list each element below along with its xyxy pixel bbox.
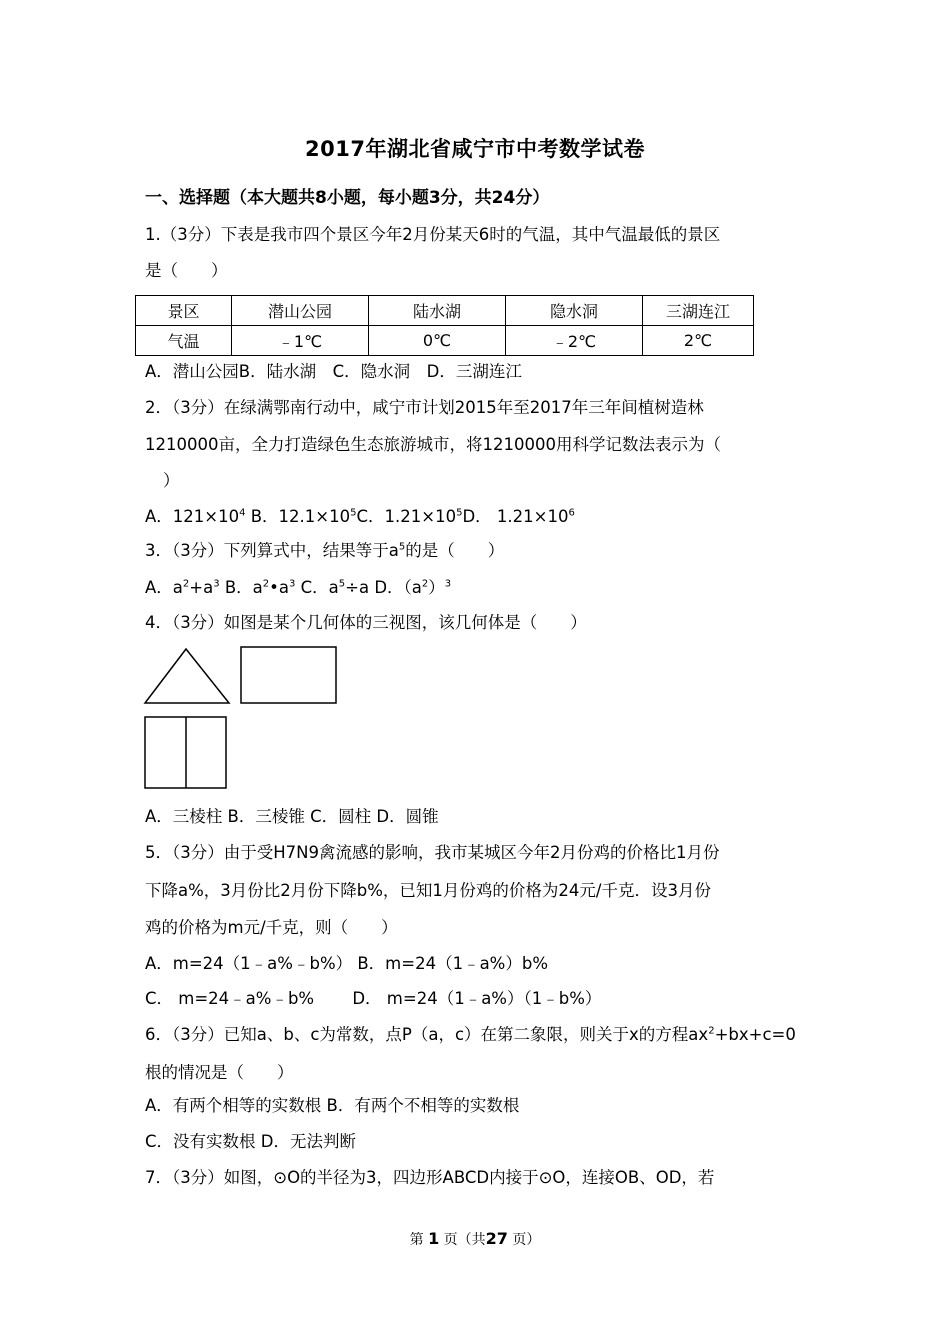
table-cell: 潜山公园	[232, 296, 369, 326]
q3-stem-text: 的是（ ）	[405, 541, 505, 560]
temperature-table	[135, 295, 754, 356]
exponent: 2	[421, 578, 429, 590]
triangle-shape	[145, 649, 229, 703]
q3-option-a: A．a	[145, 578, 183, 597]
table-cell: 隐水洞	[506, 296, 643, 326]
q3-stem-text: 3．（3分）下列算式中，结果等于a	[145, 541, 399, 560]
q6-options-ab: A．有两个相等的实数根 B．有两个不相等的实数根	[145, 1096, 520, 1115]
q3-option-a: +a	[189, 578, 214, 597]
page-footer	[0, 1229, 950, 1249]
q2-stem-line3: ）	[163, 471, 180, 490]
exponent: 5	[398, 541, 406, 553]
exponent: 2	[182, 578, 190, 590]
q6-stem-line2: 根的情况是（ ）	[145, 1063, 294, 1082]
table-cell: 2℃	[643, 326, 754, 356]
q4-stem: 4．（3分）如图是某个几何体的三视图，该几何体是（ ）	[145, 613, 587, 632]
exponent: 2	[262, 578, 270, 590]
q2-stem-line1: 2．（3分）在绿满鄂南行动中，咸宁市计划2015年至2017年三年间植树造林	[145, 398, 704, 417]
q3-option-c: ÷a D．（a	[345, 578, 422, 597]
q6-stem-text: +bx+c=0	[714, 1025, 796, 1044]
table-header-row	[136, 296, 754, 326]
q5-stem-line3: 鸡的价格为m元/千克，则（ ）	[145, 918, 398, 937]
table-cell: 景区	[136, 296, 232, 326]
rectangle-shape	[241, 647, 336, 703]
exponent: 5	[350, 507, 357, 519]
footer-text: 页（共	[443, 1232, 486, 1248]
q3-option-b: B．a	[219, 578, 263, 597]
footer-text: 第	[409, 1232, 424, 1248]
exponent: 6	[568, 507, 575, 519]
q6-options-cd: C．没有实数根 D．无法判断	[145, 1132, 356, 1151]
q5-options-cd: C． m=24﹣a%﹣b% D． m=24（1﹣a%）（1﹣b%）	[145, 989, 602, 1008]
exponent: 2	[708, 1025, 715, 1037]
q2-option-b: B．12.1×10	[245, 507, 351, 526]
front-view-triangle-figure	[143, 645, 231, 705]
exponent: 3	[289, 578, 296, 590]
q1-options: A．潜山公园B．陆水湖 C．隐水洞 D．三湖连江	[145, 362, 522, 381]
q5-stem-line1: 5．（3分）由于受H7N9禽流感的影响，我市某城区今年2月份鸡的价格比1月份	[145, 843, 720, 862]
table-data-row	[136, 326, 754, 356]
q4-options: A．三棱柱 B．三棱锥 C．圆柱 D．圆锥	[145, 807, 439, 826]
q5-options-ab: A．m=24（1﹣a%﹣b%） B．m=24（1﹣a%）b%	[145, 954, 549, 973]
table-cell: 0℃	[369, 326, 506, 356]
section-heading: 一、选择题（本大题共8小题，每小题3分，共24分）	[145, 188, 550, 208]
table-cell: 陆水湖	[369, 296, 506, 326]
exponent: 3	[213, 578, 220, 590]
top-view-split-rectangle-figure	[144, 716, 228, 790]
total-pages: 27	[485, 1229, 508, 1248]
q3-option-c: C．a	[295, 578, 339, 597]
q2-option-d: D． 1.21×10	[462, 507, 569, 526]
q2-option-c: C．1.21×10	[356, 507, 457, 526]
q1-stem-line2: 是（ ）	[145, 261, 228, 280]
table-cell: ﹣2℃	[506, 326, 643, 356]
q2-stem-line2: 1210000亩，全力打造绿色生态旅游城市，将1210000用科学记数法表示为（	[145, 435, 721, 454]
page-title: 2017年湖北省咸宁市中考数学试卷	[305, 137, 645, 161]
q3-option-b: •a	[269, 578, 289, 597]
q7-stem-line1: 7．（3分）如图，⊙O的半径为3，四边形ABCD内接于⊙O，连接OB、OD，若	[145, 1168, 715, 1187]
exponent: 5	[456, 507, 463, 519]
exponent: 3	[444, 578, 452, 590]
side-view-rectangle-figure	[240, 646, 338, 704]
table-cell: 三湖连江	[643, 296, 754, 326]
q1-stem-line1: 1.（3分）下表是我市四个景区今年2月份某天6时的气温，其中气温最低的景区	[145, 225, 721, 244]
q3-stem	[145, 540, 810, 562]
table-cell: 气温	[136, 326, 232, 356]
q3-options	[145, 577, 810, 599]
q6-stem-text: 6．（3分）已知a、b、c为常数，点P（a，c）在第二象限，则关于x的方程ax	[145, 1025, 709, 1044]
exponent: 4	[239, 507, 246, 519]
q2-options	[145, 506, 810, 528]
q2-option-a: A．121×10	[145, 507, 240, 526]
table-cell: ﹣1℃	[232, 326, 369, 356]
exponent: 5	[338, 578, 346, 590]
q6-stem-line1	[145, 1024, 810, 1046]
q5-stem-line2: 下降a%，3月份比2月份下降b%，已知1月份鸡的价格为24元/千克．设3月份	[145, 881, 711, 900]
footer-text: 页）	[512, 1232, 541, 1248]
q3-option-d: ）	[428, 578, 445, 597]
page-number: 1	[428, 1229, 440, 1248]
